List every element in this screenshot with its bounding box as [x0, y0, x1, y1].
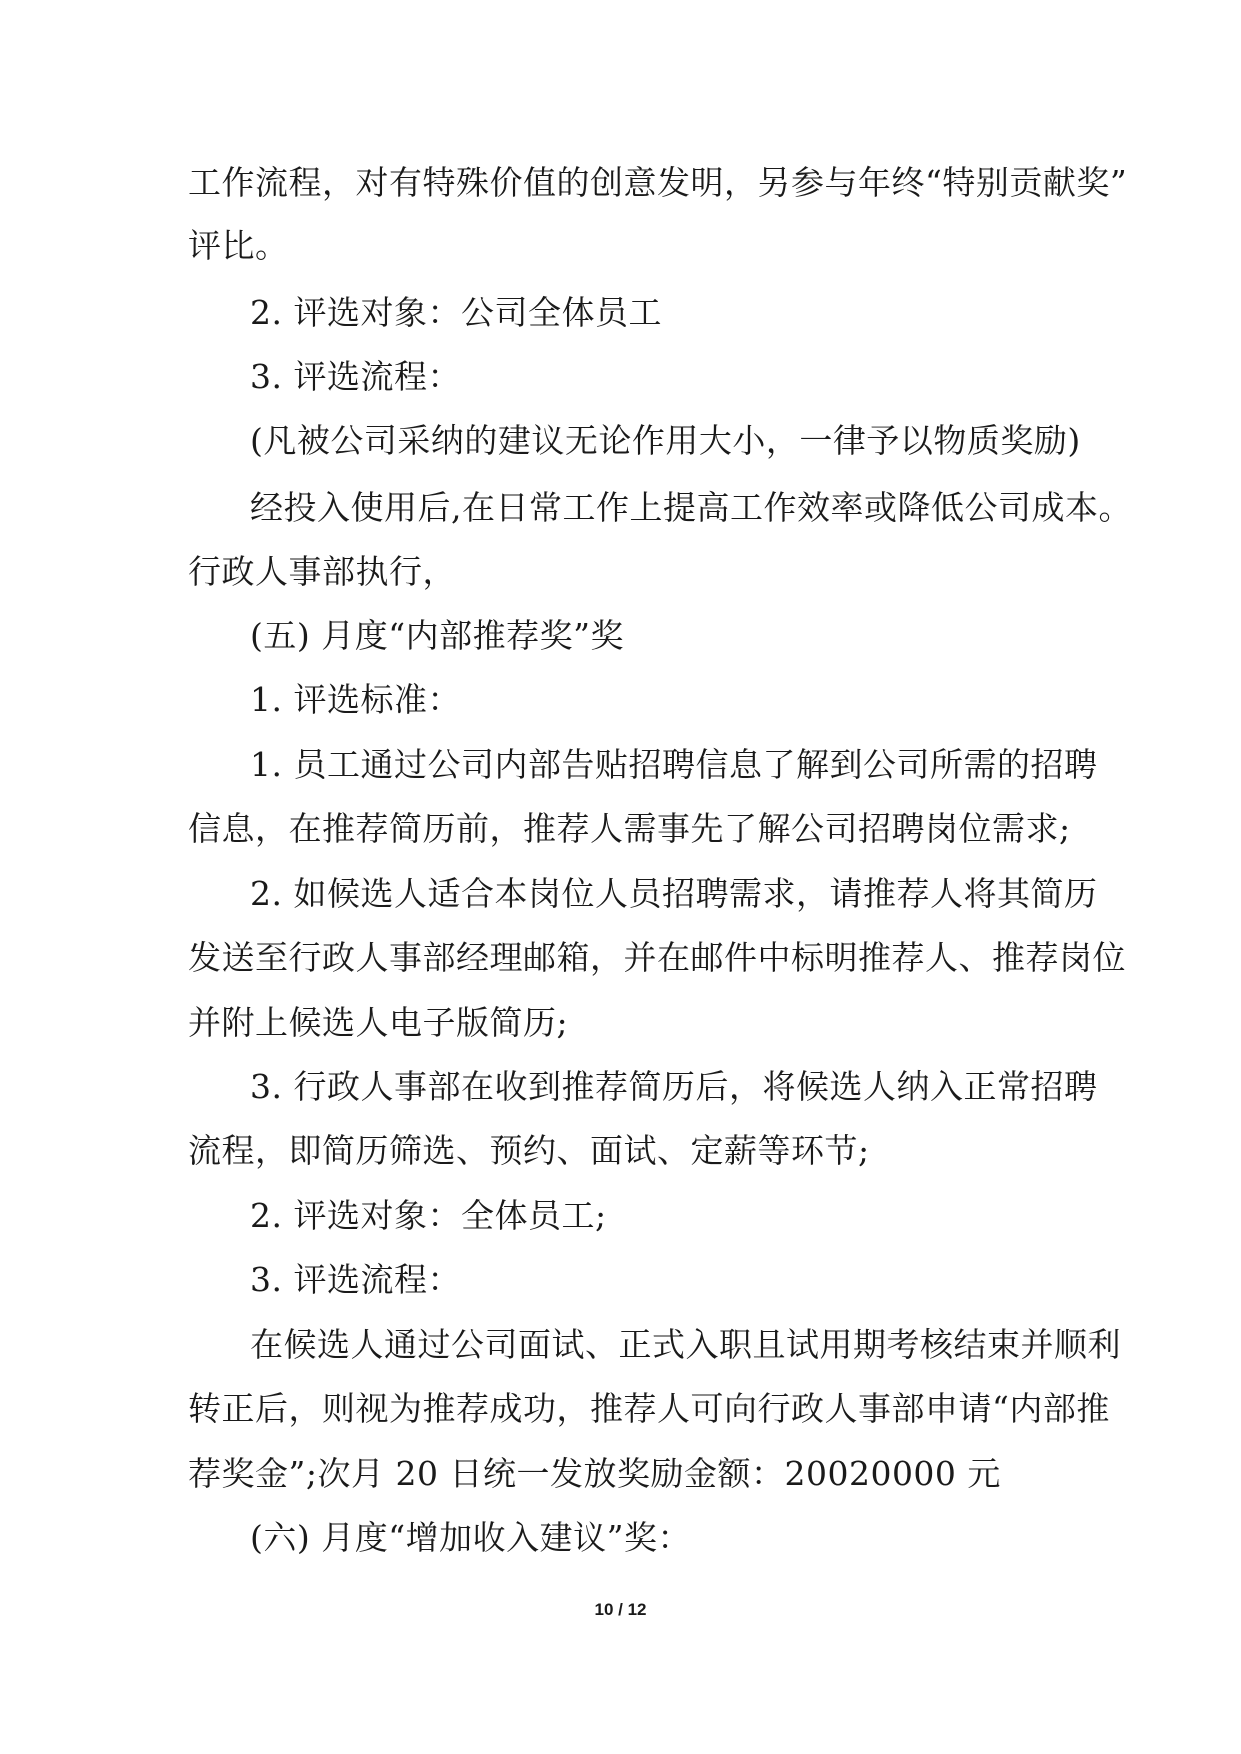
paragraph-line: 工作流程，对有特殊价值的创意发明，另参与年终“特别贡献奖” [188, 163, 1128, 202]
list-item-line: 2. 如候选人适合本岗位人员招聘需求，请推荐人将其简历 [250, 874, 1098, 913]
paragraph-line: 信息，在推荐简历前，推荐人需事先了解公司招聘岗位需求; [188, 809, 1071, 848]
paragraph-line: 并附上候选人电子版简历; [188, 1003, 569, 1042]
paragraph-line: 转正后，则视为推荐成功，推荐人可向行政人事部申请“内部推 [188, 1389, 1110, 1428]
paragraph-line: 发送至行政人事部经理邮箱，并在邮件中标明推荐人、推荐岗位 [188, 938, 1126, 977]
paragraph-line: 荐奖金”;次月 20 日统一发放奖励金额：20020000 元 [188, 1454, 1001, 1493]
list-item-line: 3. 评选流程： [250, 1260, 461, 1299]
paragraph-line: 流程，即简历筛选、预约、面试、定薪等环节; [188, 1131, 870, 1170]
list-item-line: 1. 评选标准： [250, 680, 461, 719]
list-item-line: 2. 评选对象：公司全体员工 [250, 293, 662, 332]
list-item-line: 3. 评选流程： [250, 357, 461, 396]
paragraph-line: 在候选人通过公司面试、正式入职且试用期考核结束并顺利 [250, 1325, 1121, 1364]
note-line: (凡被公司采纳的建议无论作用大小，一律予以物质奖励) [250, 421, 1081, 460]
paragraph-line: 经投入使用后,在日常工作上提高工作效率或降低公司成本。 [250, 488, 1132, 527]
section-heading: (六) 月度“增加收入建议”奖： [250, 1518, 691, 1557]
paragraph-line: 行政人事部执行， [188, 552, 456, 591]
list-item-line: 2. 评选对象：全体员工; [250, 1196, 607, 1235]
section-heading: (五) 月度“内部推荐奖”奖 [250, 616, 624, 655]
list-item-line: 1. 员工通过公司内部告贴招聘信息了解到公司所需的招聘 [250, 745, 1098, 784]
page-number: 10 / 12 [594, 1600, 647, 1619]
paragraph-line: 评比。 [188, 226, 289, 265]
list-item-line: 3. 行政人事部在收到推荐简历后，将候选人纳入正常招聘 [250, 1067, 1098, 1106]
